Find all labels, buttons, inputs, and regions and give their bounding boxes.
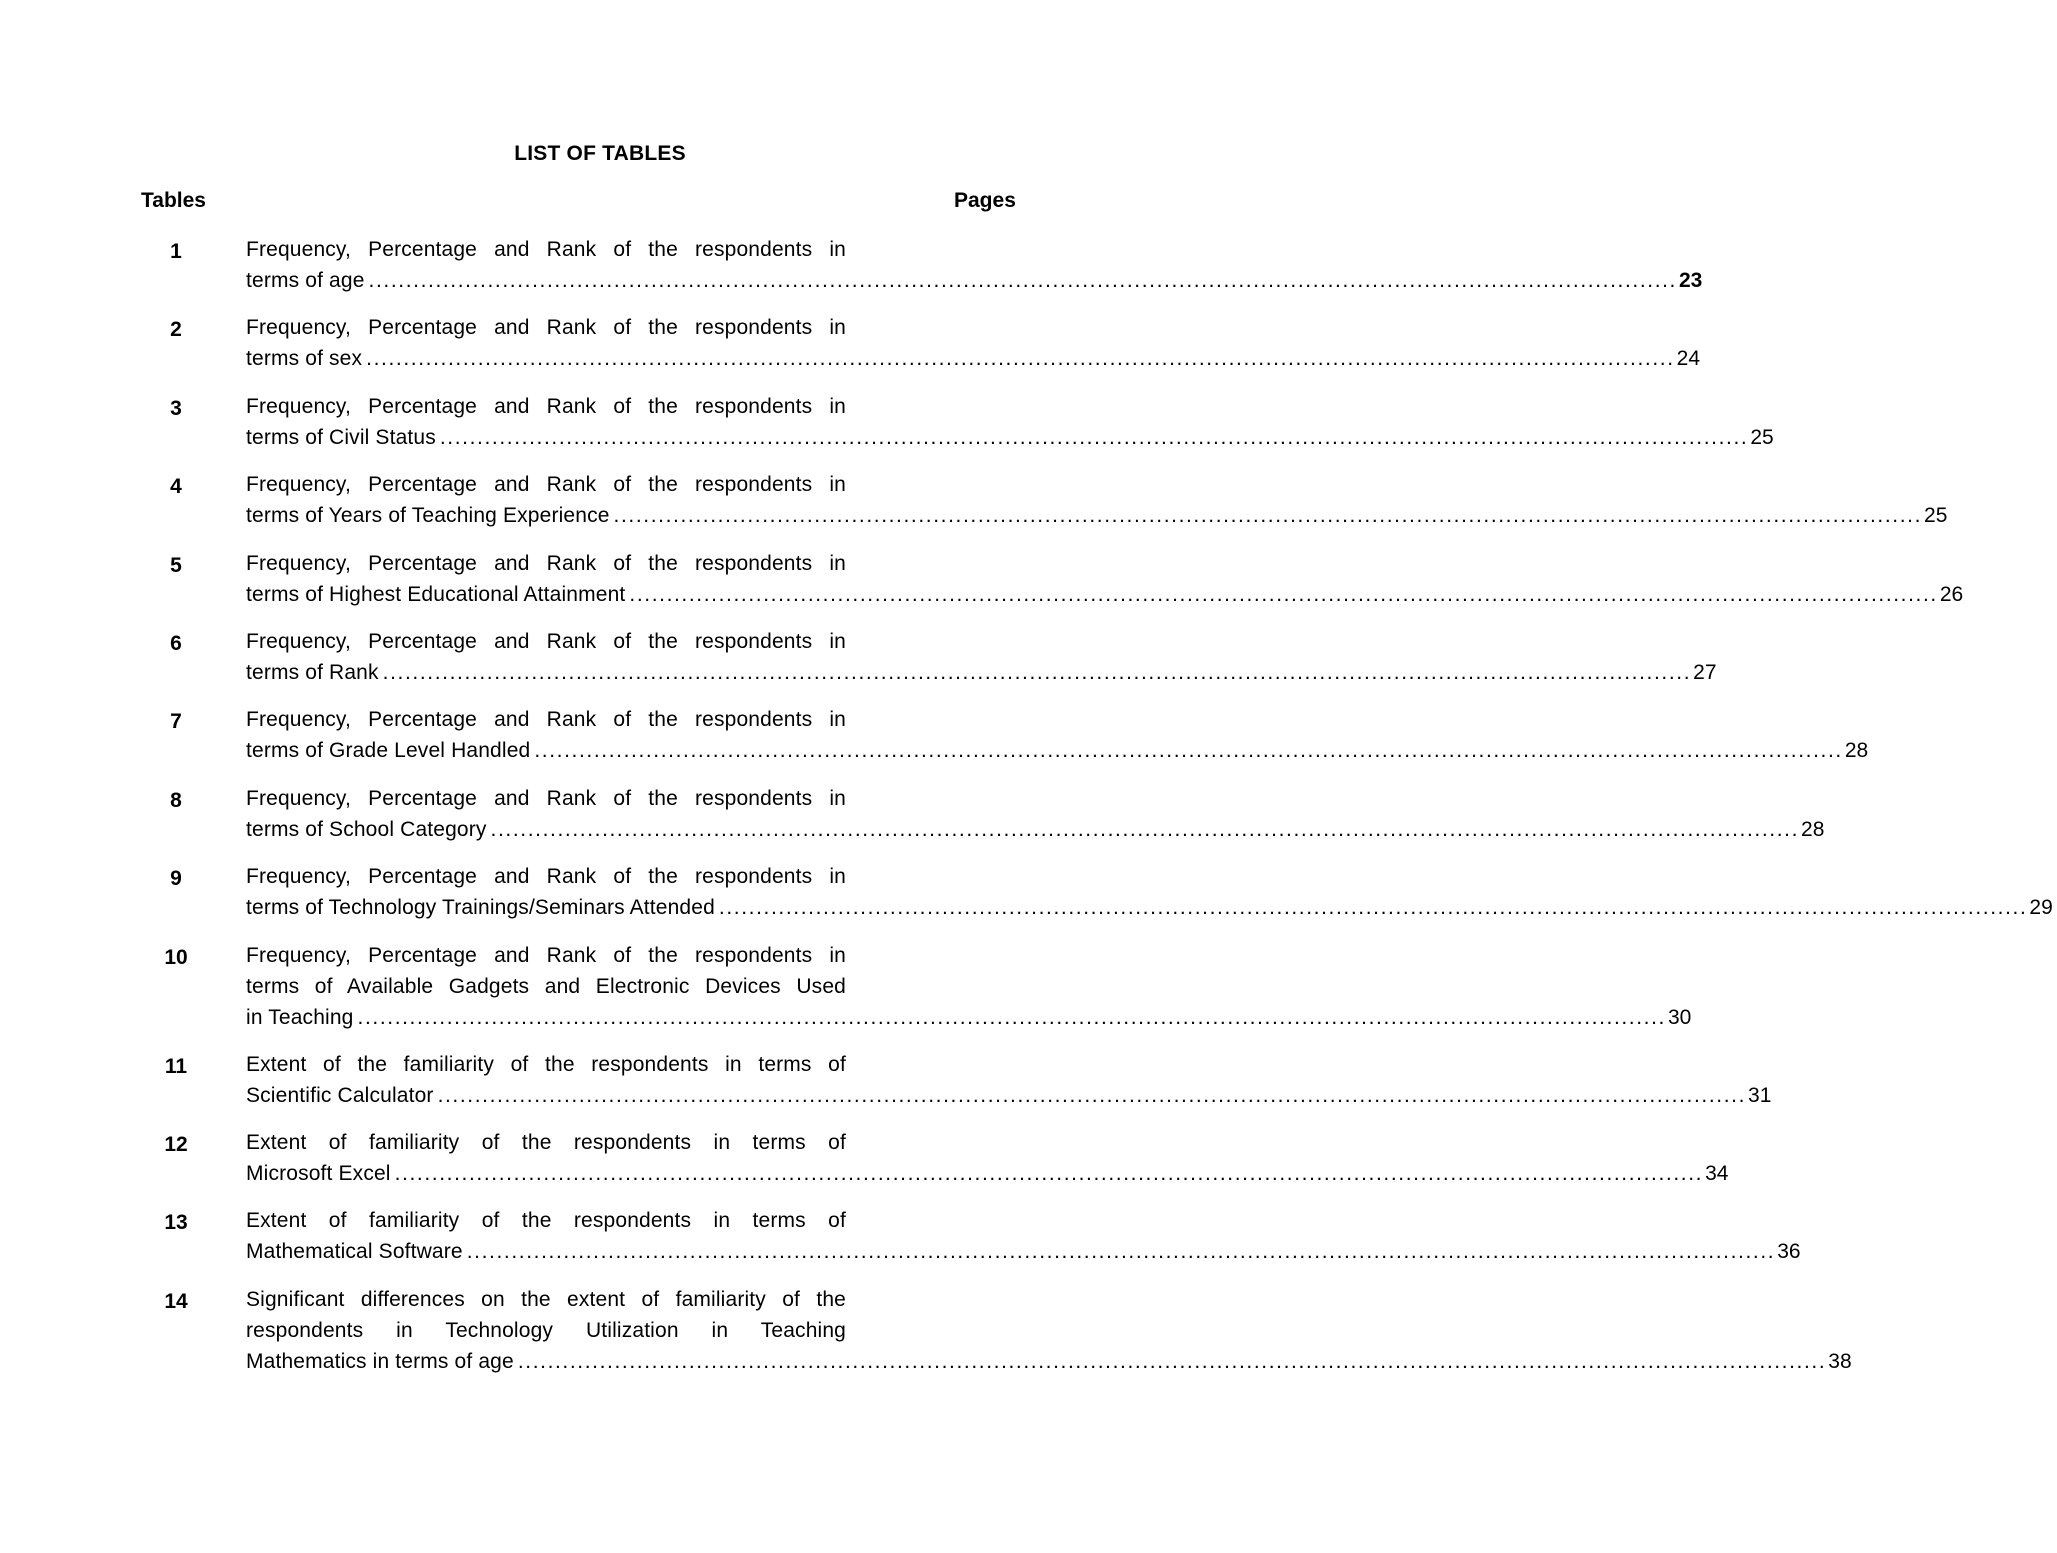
leader-dots: ................................................................................................................................................................................	[466, 1240, 1776, 1264]
entry-leader-line	[246, 814, 1825, 845]
entry-title-last-line: terms of Highest Educational Attainment	[246, 582, 626, 606]
table-number: 4	[170, 475, 182, 499]
entry-title-last-line: terms of age	[246, 269, 365, 292]
list-item	[0, 1049, 1772, 1127]
entry-title-line: Frequency, Percentage and Rank of the respondents in	[246, 629, 846, 653]
leader-dots: ................................................................................................................................................................................	[613, 504, 1923, 528]
leader-dots: ................................................................................................................................................................................	[357, 1005, 1666, 1029]
list-item	[0, 312, 1700, 390]
entry-leader-line	[246, 422, 1774, 453]
list-item	[0, 469, 1948, 547]
page-number: 28	[1801, 817, 1825, 841]
table-number: 2	[170, 318, 182, 342]
entry-title-last-line: terms of Grade Level Handled	[246, 739, 531, 763]
page-number: 31	[1748, 1083, 1772, 1107]
entry-title-last-line: terms of Technology Trainings/Seminars Attended	[246, 896, 715, 920]
entry-title-line: respondents in Technology Utilization in Teaching	[246, 1318, 846, 1342]
list-item	[0, 940, 1692, 1049]
leader-dots: ................................................................................................................................................................................	[382, 660, 1692, 684]
entry-leader-line	[246, 1346, 1852, 1377]
table-number: 10	[164, 945, 188, 969]
page-title: LIST OF TABLES	[514, 142, 686, 165]
table-number: 7	[170, 710, 182, 734]
list-item	[0, 548, 1964, 626]
page-number: 26	[1939, 582, 1964, 606]
list-item	[0, 1205, 1801, 1283]
entry-leader-line	[246, 1158, 1729, 1189]
entry-title-line: Frequency, Percentage and Rank of the respondents in	[246, 943, 846, 967]
table-list	[0, 234, 2053, 1394]
entry-leader-line	[246, 892, 2053, 923]
page-number: 38	[1828, 1349, 1852, 1373]
table-number: 8	[170, 788, 182, 812]
table-number: 6	[170, 631, 182, 655]
leader-dots: ................................................................................................................................................................................	[534, 739, 1843, 763]
entry-leader-line	[246, 579, 1964, 610]
entry-title-line: Frequency, Percentage and Rank of the respondents in	[246, 394, 846, 418]
leader-dots: ................................................................................................................................................................................	[366, 347, 1675, 371]
list-item	[0, 234, 1703, 312]
entry-title-line: Frequency, Percentage and Rank of the respondents in	[246, 865, 846, 889]
leader-dots: ................................................................................................................................................................................	[490, 817, 1800, 841]
list-item	[0, 391, 1774, 469]
entry-title-line: Extent of familiarity of the respondents in terms of	[246, 1209, 846, 1233]
page-number: 25	[1750, 425, 1774, 449]
table-number: 13	[164, 1211, 188, 1235]
entry-title-line: Frequency, Percentage and Rank of the respondents in	[246, 473, 846, 497]
entry-title-last-line: terms of Rank	[246, 660, 379, 684]
entry-title-last-line: Scientific Calculator	[246, 1083, 434, 1107]
page-number: 23	[1679, 269, 1703, 292]
entry-title-line: Frequency, Percentage and Rank of the respondents in	[246, 786, 846, 810]
tables-column-heading: Tables	[141, 189, 206, 212]
page-number: 28	[1844, 739, 1869, 763]
page-number: 30	[1667, 1005, 1692, 1029]
entry-leader-line	[246, 735, 1869, 766]
entry-title-line: Extent of familiarity of the respondents in terms of	[246, 1130, 846, 1154]
entry-title-line: Frequency, Percentage and Rank of the respondents in	[246, 238, 846, 261]
entry-title-line: terms of Available Gadgets and Electronic Devices Used	[246, 974, 846, 998]
entry-leader-line	[246, 343, 1700, 374]
leader-dots: ................................................................................................................................................................................	[394, 1161, 1704, 1185]
list-item	[0, 1127, 1729, 1205]
table-number: 5	[170, 553, 182, 577]
entry-title-line: Frequency, Percentage and Rank of the respondents in	[246, 316, 846, 340]
entry-leader-line	[246, 1080, 1772, 1111]
entry-title-last-line: Microsoft Excel	[246, 1161, 391, 1185]
entry-leader-line	[246, 1236, 1801, 1267]
page-number: 25	[1924, 504, 1948, 528]
entry-leader-line	[246, 500, 1948, 531]
list-item	[0, 626, 1717, 704]
table-number: 14	[164, 1289, 188, 1313]
table-number: 12	[164, 1132, 188, 1156]
entry-title-line: Significant differences on the extent of familiarity of the	[246, 1287, 846, 1311]
page-number: 34	[1705, 1161, 1729, 1185]
page-number: 24	[1676, 347, 1700, 371]
entry-leader-line	[246, 1002, 1692, 1033]
page-number: 27	[1693, 660, 1717, 684]
table-number: 9	[170, 867, 182, 891]
leader-dots: ................................................................................................................................................................................	[517, 1349, 1827, 1373]
entry-title-last-line: terms of School Category	[246, 817, 487, 841]
entry-title-last-line: Mathematics in terms of age	[246, 1349, 514, 1373]
entry-title-last-line: in Teaching	[246, 1005, 354, 1029]
entry-title-line: Extent of the familiarity of the respondents in terms of	[246, 1052, 846, 1076]
leader-dots: ................................................................................................................................................................................	[629, 582, 1938, 606]
list-item	[0, 704, 1869, 782]
leader-dots: ................................................................................................................................................................................	[368, 269, 1677, 292]
entry-title-line: Frequency, Percentage and Rank of the respondents in	[246, 551, 846, 575]
leader-dots: ................................................................................................................................................................................	[718, 896, 2028, 920]
list-item	[0, 783, 1825, 861]
leader-dots: ................................................................................................................................................................................	[439, 425, 1749, 449]
list-item	[0, 1284, 1852, 1394]
list-item	[0, 861, 2053, 939]
page-number: 29	[2029, 896, 2053, 920]
table-number: 11	[164, 1054, 188, 1078]
table-number: 1	[170, 240, 182, 263]
entry-title-line: Frequency, Percentage and Rank of the respondents in	[246, 708, 846, 732]
pages-column-heading: Pages	[954, 189, 1016, 212]
entry-title-last-line: terms of sex	[246, 347, 363, 371]
entry-title-last-line: Mathematical Software	[246, 1240, 463, 1264]
entry-title-last-line: terms of Civil Status	[246, 425, 436, 449]
entry-title-last-line: terms of Years of Teaching Experience	[246, 504, 610, 528]
entry-leader-line	[246, 657, 1717, 688]
entry-leader-line	[246, 265, 1703, 296]
leader-dots: ................................................................................................................................................................................	[437, 1083, 1747, 1107]
table-number: 3	[170, 396, 182, 420]
page-number: 36	[1777, 1240, 1801, 1264]
